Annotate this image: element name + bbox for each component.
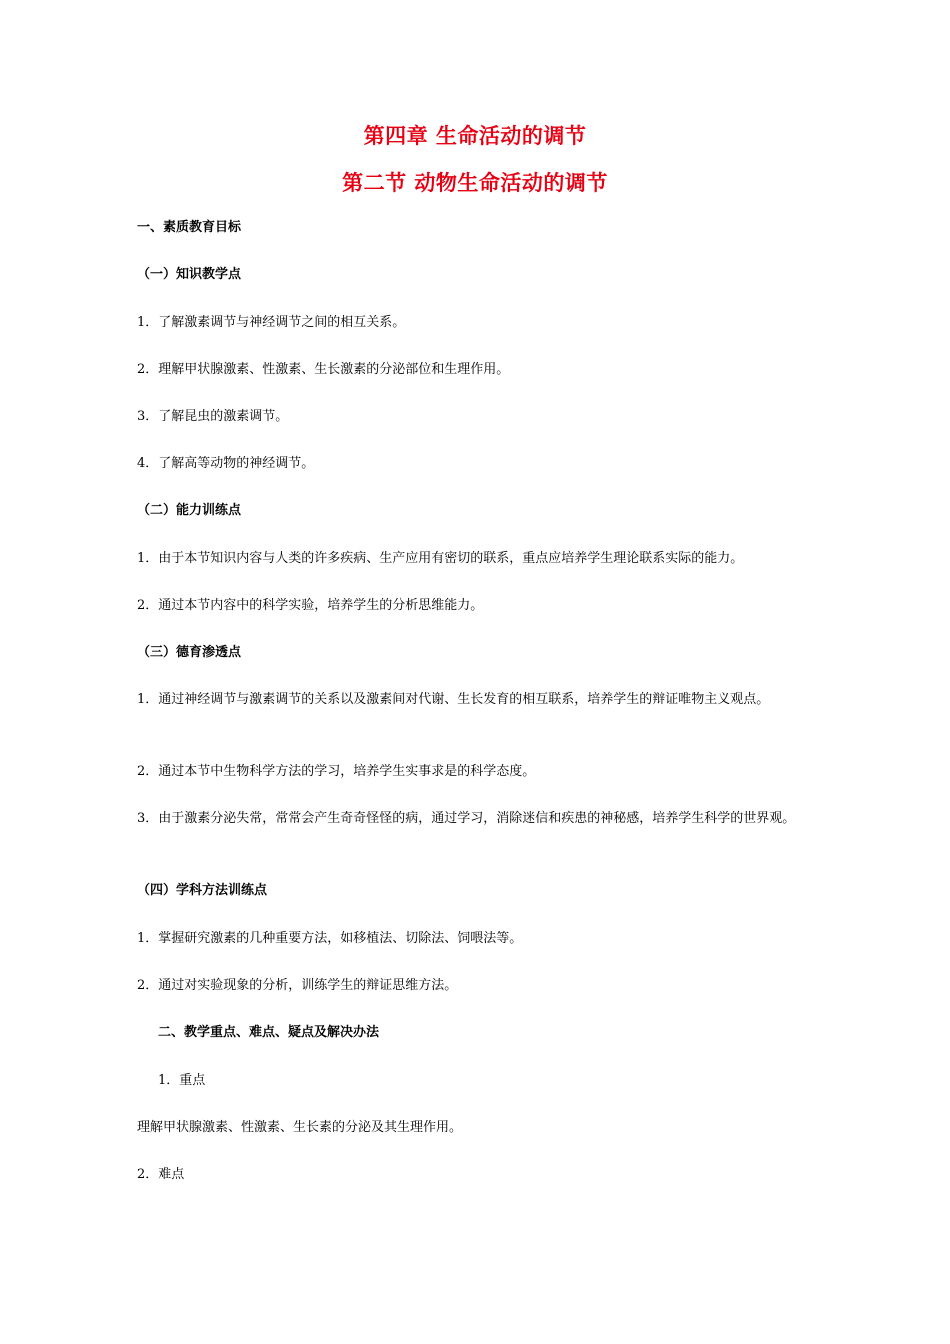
knowledge-item-1: 1．了解激素调节与神经调节之间的相互关系。 <box>137 315 406 330</box>
method-item-1: 1．掌握研究激素的几种重要方法，如移植法、切除法、饲喂法等。 <box>137 931 523 946</box>
key-label: 1．重点 <box>158 1073 206 1088</box>
knowledge-item-2: 2．理解甲状腺激素、性激素、生长激素的分泌部位和生理作用。 <box>137 362 510 377</box>
heading-method: （四）学科方法训练点 <box>137 883 268 898</box>
difficult-label: 2．难点 <box>137 1167 185 1182</box>
ability-item-2: 2．通过本节内容中的科学实验，培养学生的分析思维能力。 <box>137 598 484 613</box>
heading-key-points: 二、教学重点、难点、疑点及解决办法 <box>158 1025 380 1040</box>
chapter-title: 第四章 生命活动的调节 <box>363 124 587 148</box>
method-item-2: 2．通过对实验现象的分析，训练学生的辩证思维方法。 <box>137 978 458 993</box>
ability-item-1: 1．由于本节知识内容与人类的许多疾病、生产应用有密切的联系，重点应培养学生理论联系实际的能力。 <box>137 551 744 566</box>
heading-knowledge: （一）知识教学点 <box>137 267 242 282</box>
knowledge-item-4: 4．了解高等动物的神经调节。 <box>137 456 315 471</box>
heading-ability: （二）能力训练点 <box>137 503 242 518</box>
moral-item-2: 2．通过本节中生物科学方法的学习，培养学生实事求是的科学态度。 <box>137 764 536 779</box>
knowledge-item-3: 3．了解昆虫的激素调节。 <box>137 409 289 424</box>
moral-item-1: 1．通过神经调节与激素调节的关系以及激素间对代谢、生长发育的相互联系，培养学生的辩证唯物主义观点。 <box>137 692 770 707</box>
moral-item-3: 3．由于激素分泌失常，常常会产生奇奇怪怪的病，通过学习，消除迷信和疾患的神秘感，培养学生科学的世界观。 <box>137 811 796 826</box>
section-title: 第二节 动物生命活动的调节 <box>342 171 608 195</box>
key-text: 理解甲状腺激素、性激素、生长素的分泌及其生理作用。 <box>137 1120 463 1135</box>
heading-moral: （三）德育渗透点 <box>137 645 242 660</box>
heading-goals: 一、素质教育目标 <box>137 220 242 235</box>
